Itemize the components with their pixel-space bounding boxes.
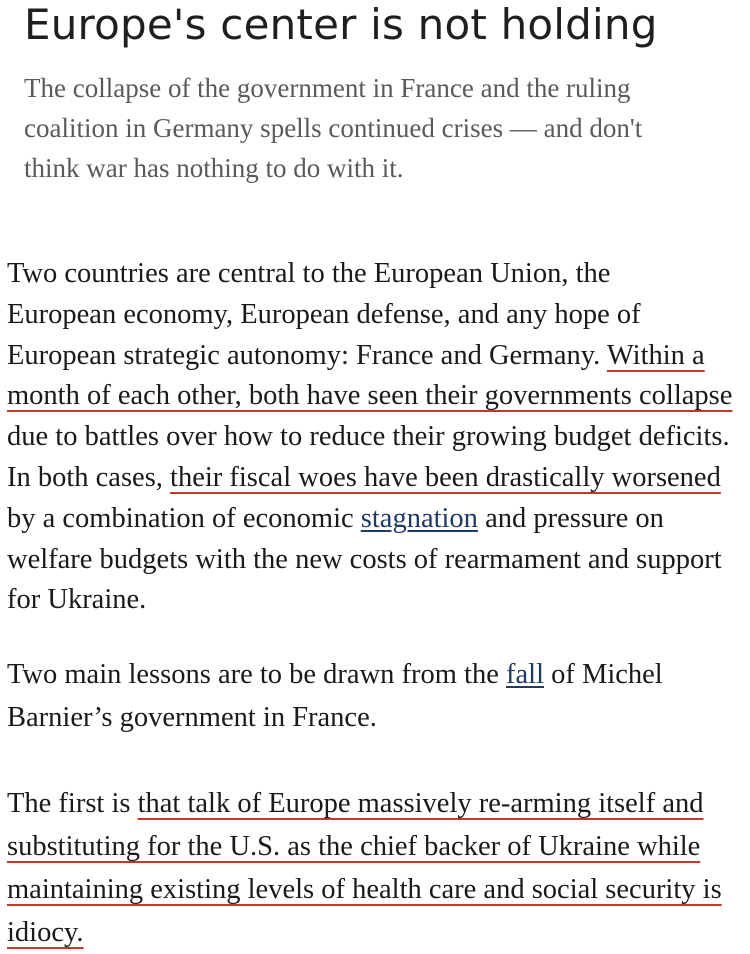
highlighted-text: their fiscal woes have been drastically worsened [170, 461, 721, 493]
highlighted-text: maintaining existing levels of health care and social security is [7, 874, 722, 905]
text-line [7, 458, 747, 499]
text-line [7, 499, 747, 540]
text-segment: In both cases, [7, 461, 171, 493]
highlighted-text: month of each other, both have seen their governments collapse [7, 380, 733, 412]
paragraph-2 [7, 653, 747, 739]
highlighted-text: idiocy. [7, 917, 84, 948]
text-line [7, 336, 747, 377]
dek-line: coalition in Germany spells continued crises — and don't [24, 113, 643, 143]
text-line: Barnier’s government in France. [7, 702, 377, 733]
text-segment: and pressure on [477, 502, 664, 534]
dek-line: The collapse of the government in France and the ruling [24, 73, 631, 103]
article-dek [24, 68, 714, 188]
text-segment: of Michel [544, 659, 663, 690]
text-line: Two countries are central to the European Union, the [7, 258, 611, 289]
dek-line: think war has nothing to do with it. [24, 153, 404, 183]
text-line: welfare budgets with the new costs of rearmament and support [7, 543, 722, 575]
highlighted-text: substituting for the U.S. as the chief backer of Ukraine while [7, 831, 701, 862]
text-line: for Ukraine. [7, 584, 147, 616]
highlighted-text: that talk of Europe massively re-arming itself and [137, 788, 704, 819]
paragraph-1 [7, 254, 747, 621]
text-line [7, 782, 747, 825]
article-headline: Europe's center is not holding [24, 0, 658, 49]
text-segment: European strategic autonomy: France and Germany. [7, 339, 607, 371]
paragraph-3 [7, 782, 747, 954]
text-line: due to battles over how to reduce their growing budget deficits. [7, 421, 730, 453]
fall-link[interactable]: fall [506, 659, 544, 690]
stagnation-link[interactable]: stagnation [360, 502, 478, 534]
text-line: European economy, European defense, and any hope of [7, 298, 641, 330]
text-line [7, 653, 747, 696]
highlighted-text: Within a [606, 339, 705, 371]
text-segment: Two main lessons are to be drawn from the [7, 659, 507, 690]
text-segment: by a combination of economic [7, 502, 361, 534]
text-segment: The first is [7, 788, 138, 819]
